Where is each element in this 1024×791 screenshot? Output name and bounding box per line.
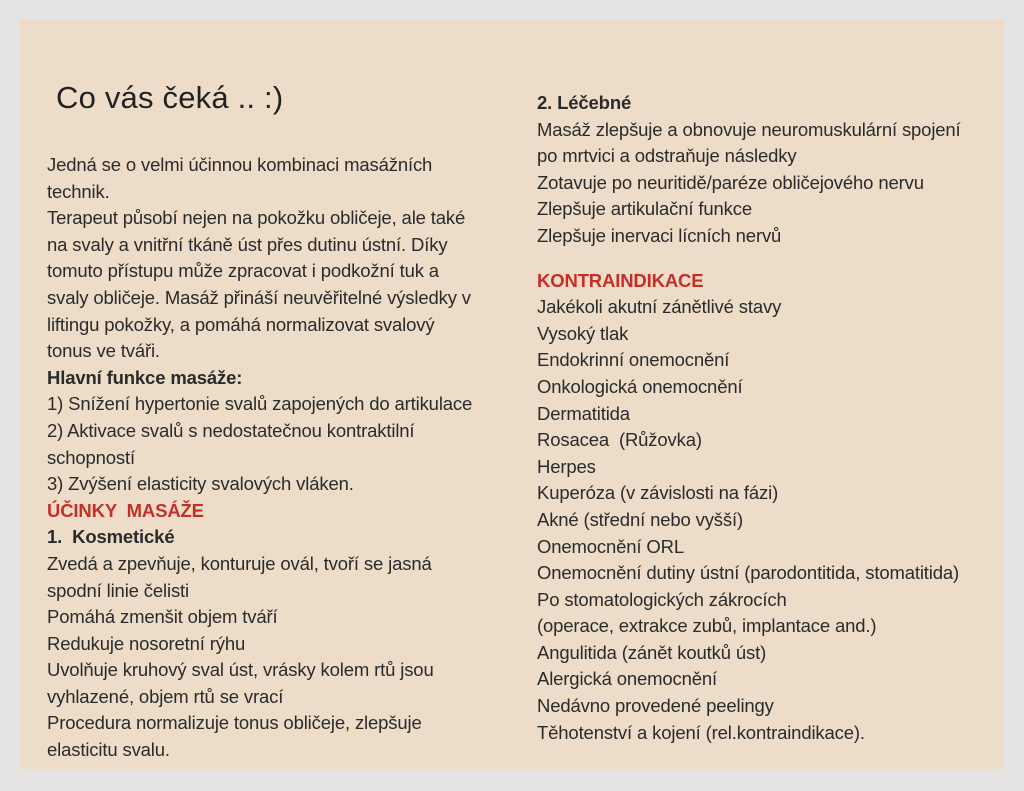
slide: [20, 20, 1004, 769]
treatment-heading: 2. Léčebné: [537, 92, 632, 113]
text-line: tonus ve tváři.: [47, 340, 160, 362]
text-line: liftingu pokožky, a pomáhá normalizovat svalový: [47, 313, 435, 335]
text-line: Nedávno provedené peelingy: [537, 695, 774, 717]
text-line: 3) Zvýšení elasticity svalových vláken.: [47, 473, 354, 495]
text-line: Onemocnění dutiny ústní (parodontitida, stomatitida): [537, 562, 960, 584]
cosmetic-heading: 1. Kosmetické: [47, 526, 175, 548]
text-line: Endokrinní onemocnění: [537, 349, 730, 371]
text-line: Zlepšuje artikulační funkce: [537, 198, 752, 220]
text-line: tomuto přístupu může zpracovat i podkožní tuk a: [47, 260, 439, 282]
text-line: Zvedá a zpevňuje, konturuje ovál, tvoří se jasná: [47, 552, 432, 574]
contraindications-heading: KONTRAINDIKACE: [537, 269, 704, 291]
text-line: spodní linie čelisti: [47, 579, 189, 601]
text-line: 1) Snížení hypertonie svalů zapojených do artikulace: [47, 393, 473, 415]
text-line: Jakékoli akutní zánětlivé stavy: [537, 296, 782, 318]
text-line: Terapeut působí nejen na pokožku obličeje, ale také: [47, 207, 466, 229]
text-line: Dermatitida: [537, 402, 630, 424]
text-line: po mrtvici a odstraňuje následky: [537, 145, 797, 167]
text-line: Zotavuje po neuritidě/paréze obličejového nervu: [537, 171, 924, 193]
text-line: Alergická onemocnění: [537, 668, 718, 690]
text-line: technik.: [47, 180, 110, 202]
text-line: Těhotenství a kojení (rel.kontraindikace).: [537, 721, 865, 743]
text-line: Redukuje nosoretní rýhu: [47, 632, 246, 654]
text-line: Uvolňuje kruhový sval úst, vrásky kolem rtů jsou: [47, 659, 434, 681]
text-line: Vysoký tlak: [537, 322, 629, 344]
text-line: 2) Aktivace svalů s nedostatečnou kontraktilní: [47, 419, 415, 441]
text-line: Onkologická onemocnění: [537, 375, 743, 397]
text-line: svaly obličeje. Masáž přináší neuvěřitelné výsledky v: [47, 286, 471, 308]
text-line: (operace, extrakce zubů, implantace and.): [537, 615, 877, 637]
text-line: Akné (střední nebo vyšší): [537, 508, 744, 530]
text-line: Procedura normalizuje tonus obličeje, zlepšuje: [47, 712, 422, 734]
text-line: Zlepšuje inervaci lícních nervů: [537, 224, 782, 246]
text-line: Pomáhá zmenšit objem tváří: [47, 606, 278, 628]
right-column: [537, 90, 961, 746]
text-line: Po stomatologických zákrocích: [537, 588, 787, 610]
text-line: Angulitida (zánět koutků úst): [537, 641, 767, 663]
left-column: [47, 152, 472, 764]
text-line: vyhlazené, objem rtů se vrací: [47, 685, 284, 707]
text-line: Herpes: [537, 455, 596, 477]
functions-heading: Hlavní funkce masáže:: [47, 366, 243, 388]
text-line: na svaly a vnitřní tkáně úst přes dutinu ústní. Díky: [47, 233, 448, 255]
text-line: schopností: [47, 446, 135, 468]
text-line: Masáž zlepšuje a obnovuje neuromuskulární spojení: [537, 118, 961, 140]
text-line: Rosacea (Růžovka): [537, 429, 702, 451]
text-line: Onemocnění ORL: [537, 535, 685, 557]
text-line: Jedná se o velmi účinnou kombinaci masážních: [47, 154, 433, 175]
effects-heading: ÚČINKY MASÁŽE: [47, 499, 204, 521]
text-line: Kuperóza (v závislosti na fázi): [537, 482, 779, 504]
text-line: elasticitu svalu.: [47, 739, 170, 761]
page-title: Co vás čeká .. :): [56, 80, 284, 115]
